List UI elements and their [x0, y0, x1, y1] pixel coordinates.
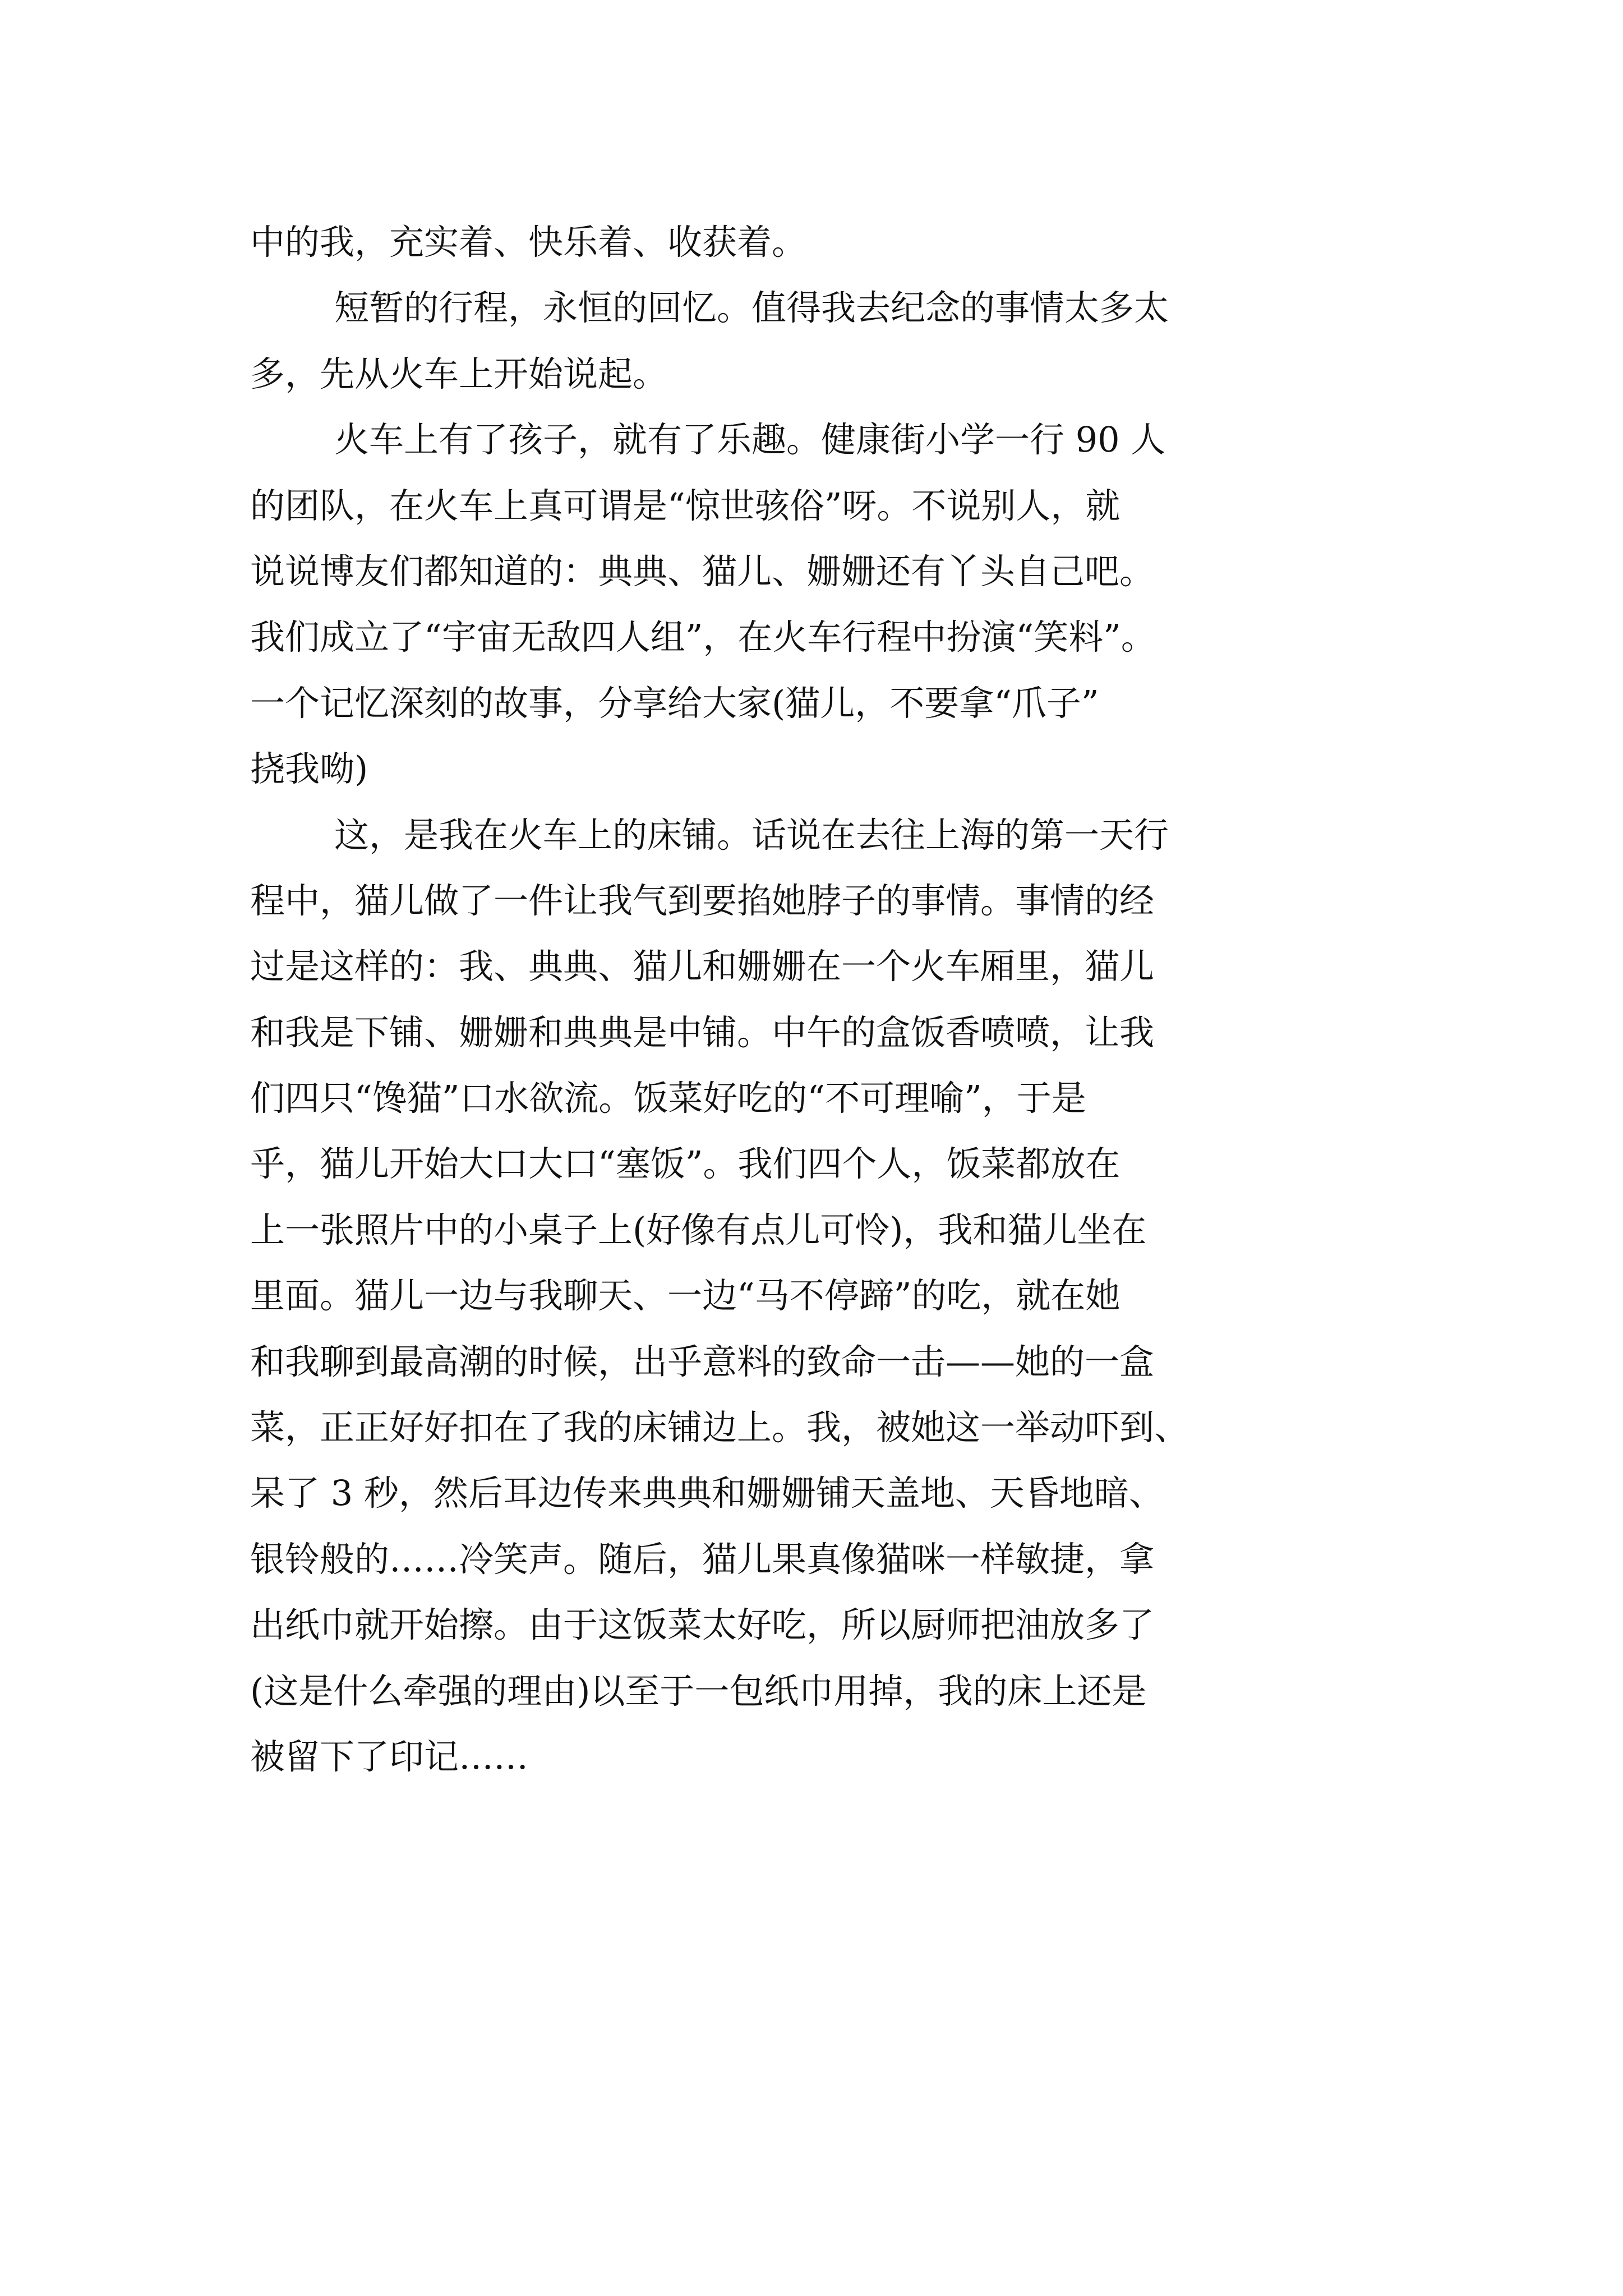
paragraph-start-line: 短暂的行程，永恒的回忆。值得我去纪念的事情太多太 — [334, 287, 1169, 329]
text-line: 银铃般的……冷笑声。随后，猫儿果真像猫咪一样敏捷，拿 — [250, 1538, 1155, 1580]
text-line: 多，先从火车上开始说起。 — [250, 353, 668, 394]
text-line: 程中，猫儿做了一件让我气到要掐她脖子的事情。事情的经 — [250, 880, 1155, 921]
text-line: 被留下了印记…… — [250, 1736, 529, 1777]
document-body — [250, 209, 1450, 1789]
text-line: 乎，猫儿开始大口大口“塞饭”。我们四个人，饭菜都放在 — [250, 1143, 1121, 1185]
text-line: 菜，正正好好扣在了我的床铺边上。我，被她这一举动吓到、 — [250, 1407, 1189, 1448]
text-line: 里面。猫儿一边与我聊天、一边“马不停蹄”的吃，就在她 — [250, 1275, 1121, 1317]
text-line: 一个记忆深刻的故事，分享给大家(猫儿，不要拿“爪子” — [250, 682, 1099, 724]
text-line: 说说博友们都知道的：典典、猫儿、姗姗还有丫头自己吧。 — [250, 550, 1155, 592]
text-line: 和我聊到最高潮的时候，出乎意料的致命一击——她的一盒 — [250, 1341, 1155, 1382]
text-line: 我们成立了“宇宙无敌四人组”，在火车行程中扮演“笑料”。 — [250, 616, 1156, 658]
text-line: 中的我，充实着、快乐着、收获着。 — [250, 222, 807, 263]
text-line: 过是这样的：我、典典、猫儿和姗姗在一个火车厢里，猫儿 — [250, 946, 1155, 987]
text-line: 们四只“馋猫”口水欲流。饭菜好吃的“不可理喻”，于是 — [250, 1078, 1086, 1119]
text-line: 和我是下铺、姗姗和典典是中铺。中午的盒饭香喷喷，让我 — [250, 1011, 1155, 1053]
text-line: (这是什么牵强的理由)以至于一包纸巾用掉，我的床上还是 — [250, 1670, 1147, 1711]
paragraph-start-line: 火车上有了孩子，就有了乐趣。健康街小学一行 90 人 — [334, 419, 1166, 461]
text-line: 呆了 3 秒，然后耳边传来典典和姗姗铺天盖地、天昏地暗、 — [250, 1473, 1164, 1514]
text-line: 的团队，在火车上真可谓是“惊世骇俗”呀。不说别人，就 — [250, 485, 1121, 526]
paragraph-start-line: 这，是我在火车上的床铺。话说在去往上海的第一天行 — [334, 814, 1169, 855]
text-line: 挠我呦) — [250, 748, 368, 790]
text-line: 出纸巾就开始擦。由于这饭菜太好吃，所以厨师把油放多了 — [250, 1604, 1155, 1646]
text-line: 上一张照片中的小桌子上(好像有点儿可怜)，我和猫儿坐在 — [250, 1209, 1147, 1250]
